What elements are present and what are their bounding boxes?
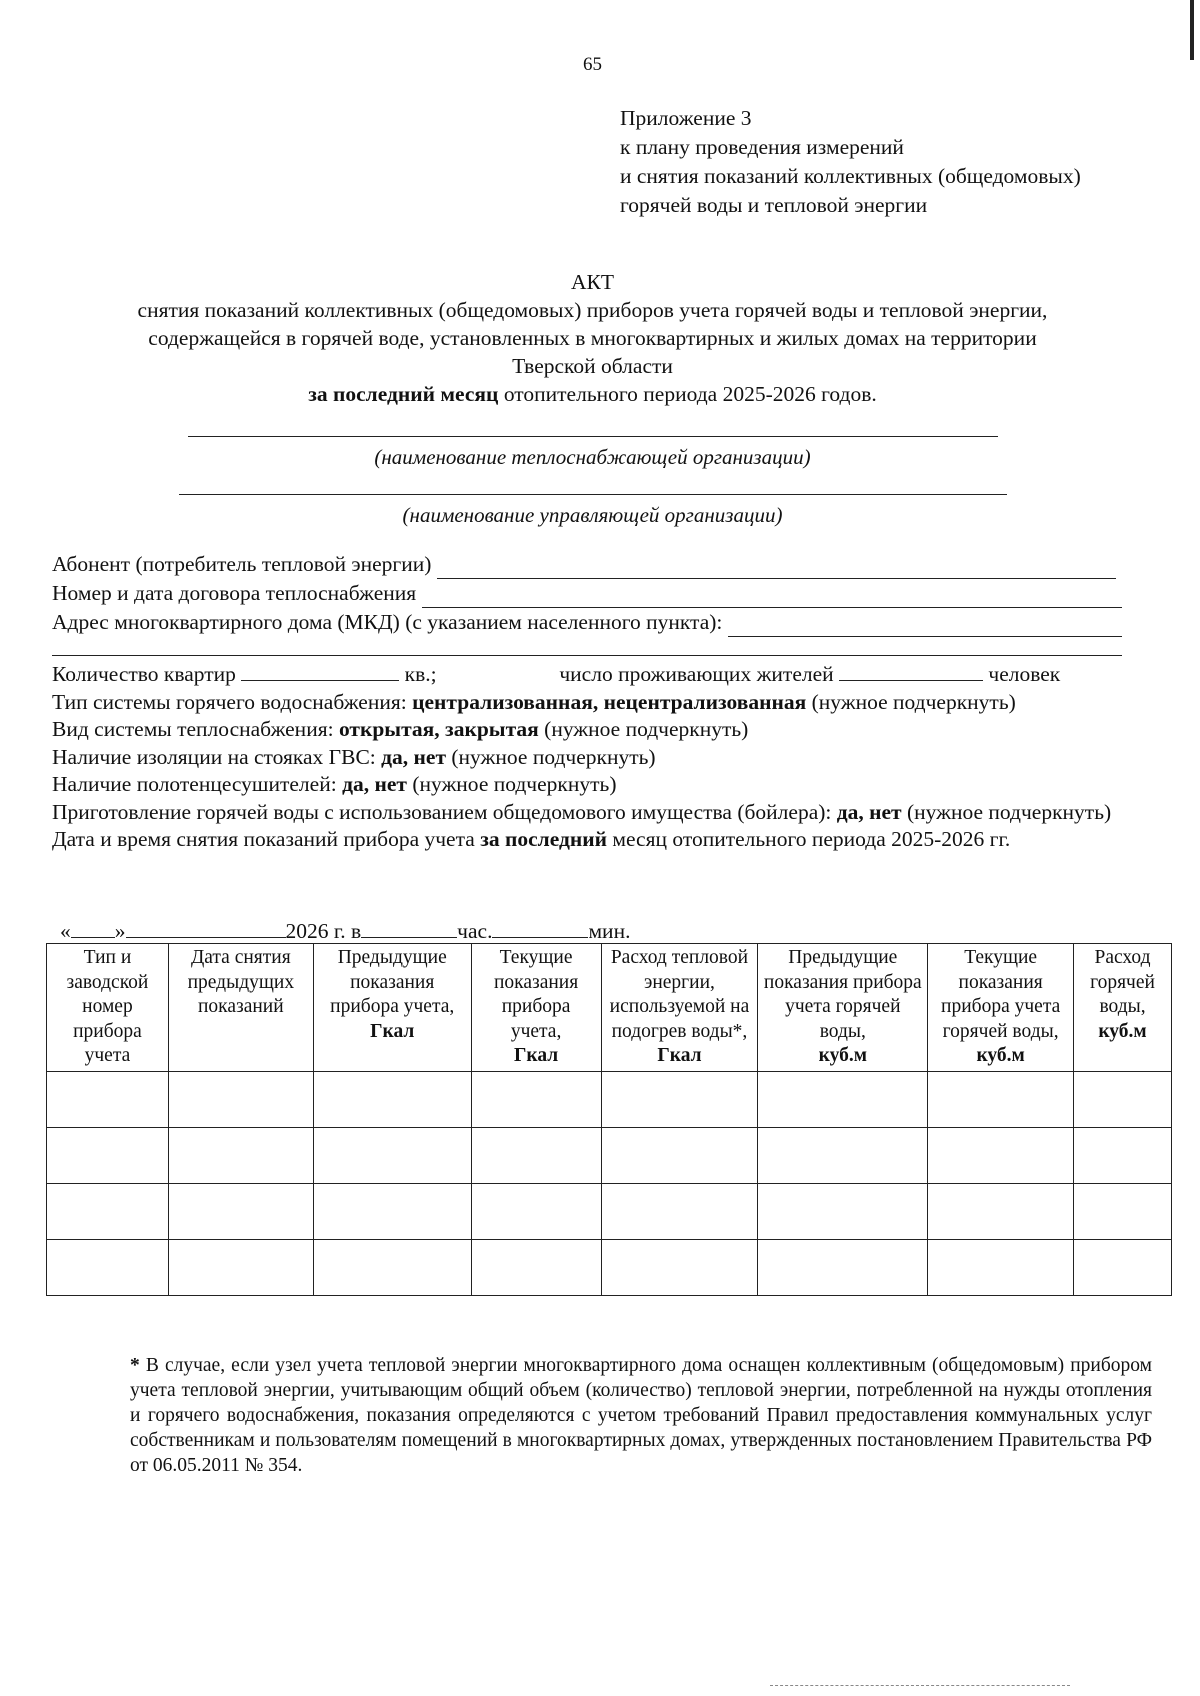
address-label: Адрес многоквартирного дома (МКД) (с указанием населенного пункта): bbox=[52, 610, 723, 634]
management-org-field bbox=[0, 494, 1185, 528]
insulation-row bbox=[52, 744, 1132, 772]
table-cell[interactable] bbox=[928, 1239, 1074, 1295]
header-text: Предыдущие показания прибора учета горячей воды, bbox=[763, 947, 922, 1042]
reading-date-row bbox=[52, 826, 1132, 854]
subscriber-row bbox=[52, 550, 1116, 579]
table-cell[interactable] bbox=[928, 1127, 1074, 1183]
residents-unit: человек bbox=[988, 662, 1061, 686]
table-cell[interactable] bbox=[471, 1183, 601, 1239]
appendix-line: и снятия показаний коллективных (общедомовых) bbox=[620, 164, 1081, 188]
header-meter-type bbox=[47, 944, 169, 1072]
header-text: Тип и заводской номер прибора учета bbox=[66, 947, 149, 1066]
heat-system-note: (нужное подчеркнуть) bbox=[538, 717, 749, 741]
act-title: АКТ bbox=[571, 270, 614, 294]
page-number: 65 bbox=[583, 54, 602, 75]
contract-input-line[interactable] bbox=[422, 585, 1122, 608]
contract-label: Номер и дата договора теплоснабжения bbox=[52, 581, 417, 605]
appendix-line: Приложение 3 bbox=[620, 106, 752, 130]
act-period-bold: за последний месяц bbox=[308, 382, 499, 406]
contract-row bbox=[52, 579, 1122, 608]
header-unit: Гкал bbox=[657, 1045, 702, 1066]
boiler-note: (нужное подчеркнуть) bbox=[901, 799, 1112, 824]
header-water-consumption bbox=[1074, 944, 1172, 1072]
apartments-unit: кв.; bbox=[404, 662, 437, 686]
reading-date-label: Дата и время снятия показаний прибора учета bbox=[52, 827, 481, 851]
table-cell[interactable] bbox=[1074, 1127, 1172, 1183]
hw-system-label: Тип системы горячего водоснабжения: bbox=[52, 689, 413, 714]
table-cell[interactable] bbox=[471, 1071, 601, 1127]
table-cell[interactable] bbox=[47, 1071, 169, 1127]
building-info bbox=[52, 660, 1132, 854]
table-cell[interactable] bbox=[313, 1239, 471, 1295]
header-unit: куб.м bbox=[818, 1045, 867, 1066]
reading-date-bold: за последний bbox=[480, 827, 607, 851]
minute-input-line[interactable] bbox=[492, 917, 588, 938]
table-cell[interactable] bbox=[1074, 1071, 1172, 1127]
header-previous-heat bbox=[313, 944, 471, 1072]
table-cell[interactable] bbox=[313, 1127, 471, 1183]
header-unit: Гкал bbox=[370, 1020, 415, 1042]
header-heat-consumption bbox=[601, 944, 758, 1072]
towel-dryer-row bbox=[52, 771, 1132, 799]
header-current-water bbox=[928, 944, 1074, 1072]
boiler-options[interactable]: да, нет bbox=[836, 799, 902, 824]
heat-supplier-line[interactable] bbox=[188, 436, 998, 437]
header-unit: Гкал bbox=[513, 1045, 559, 1066]
header-previous-date bbox=[168, 944, 313, 1072]
table-cell[interactable] bbox=[928, 1183, 1074, 1239]
towel-dryer-note: (нужное подчеркнуть) bbox=[406, 772, 617, 796]
table-cell[interactable] bbox=[1074, 1183, 1172, 1239]
table-cell[interactable] bbox=[168, 1127, 313, 1183]
header-unit: куб.м bbox=[1098, 1020, 1147, 1042]
towel-dryer-options[interactable]: да, нет bbox=[342, 772, 407, 796]
table-cell[interactable] bbox=[47, 1183, 169, 1239]
residents-input-line[interactable] bbox=[839, 660, 983, 681]
reading-datetime-line bbox=[60, 917, 630, 944]
hours-label: час. bbox=[457, 919, 493, 943]
table-body bbox=[47, 1071, 1172, 1295]
table-cell[interactable] bbox=[168, 1183, 313, 1239]
table-cell[interactable] bbox=[471, 1239, 601, 1295]
table-cell[interactable] bbox=[313, 1183, 471, 1239]
reading-date-rest: месяц отопительного периода 2025-2026 гг. bbox=[607, 827, 1011, 851]
table-cell[interactable] bbox=[47, 1127, 169, 1183]
insulation-note: (нужное подчеркнуть) bbox=[446, 744, 656, 769]
bottom-scan-artifact bbox=[770, 1685, 1070, 1686]
table-row bbox=[47, 1071, 1172, 1127]
act-subtitle-line: Тверской области bbox=[512, 354, 673, 378]
header-previous-water bbox=[758, 944, 928, 1072]
table-cell[interactable] bbox=[758, 1183, 928, 1239]
day-open-quote: « bbox=[60, 919, 71, 943]
month-input-line[interactable] bbox=[126, 917, 286, 938]
act-period bbox=[0, 380, 1185, 408]
hw-system-options[interactable]: централизованная, нецентрализованная bbox=[412, 689, 807, 714]
hw-system-row bbox=[52, 689, 1032, 717]
heat-system-row bbox=[52, 716, 1132, 744]
management-org-line[interactable] bbox=[179, 494, 1007, 495]
table-cell[interactable] bbox=[601, 1239, 758, 1295]
footnote-marker: * bbox=[130, 1355, 140, 1376]
insulation-options[interactable]: да, нет bbox=[381, 744, 447, 769]
subscriber-input-line[interactable] bbox=[437, 556, 1116, 579]
table-cell[interactable] bbox=[601, 1127, 758, 1183]
header-text: Предыдущие показания прибора учета, bbox=[330, 947, 455, 1017]
day-input-line[interactable] bbox=[71, 917, 115, 938]
address-input-line[interactable] bbox=[728, 614, 1122, 637]
header-current-heat bbox=[471, 944, 601, 1072]
apartments-input-line[interactable] bbox=[241, 660, 399, 681]
apartments-label: Количество квартир bbox=[52, 662, 236, 686]
act-subtitle-line: снятия показаний коллективных (общедомовых) приборов учета горячей воды и тепловой энергии, bbox=[137, 298, 1048, 322]
heat-supplier-caption: (наименование теплоснабжающей организации) bbox=[374, 445, 811, 469]
address-row bbox=[52, 608, 1122, 637]
footnote-text: В случае, если узел учета тепловой энергии многоквартирного дома оснащен коллективным (общедомовым) прибором учета тепловой энергии, учитывающим общий объем (количество) тепловой энергии, потребленной на нужды отопления и горячего водоснабжения, показания определяются с учетом требований Правил предоставления коммунальных услуг собственникам и пользователям помещений в многоквартирных домах, утвержденных постановлением Правительства РФ от 06.05.2011 № 354. bbox=[130, 1355, 1152, 1476]
header-text: Дата снятия предыдущих показаний bbox=[187, 947, 295, 1017]
table-cell[interactable] bbox=[1074, 1239, 1172, 1295]
year-label: 2026 г. в bbox=[285, 919, 362, 943]
minutes-label: мин. bbox=[588, 919, 631, 943]
heat-system-label: Вид системы теплоснабжения: bbox=[52, 717, 339, 741]
act-subtitle-line: содержащейся в горячей воде, установленных в многоквартирных и жилых домах на территории bbox=[148, 326, 1037, 350]
day-close-quote: » bbox=[114, 919, 126, 943]
header-text: Текущие показания прибора учета, bbox=[493, 947, 579, 1042]
table-header-row bbox=[47, 944, 1172, 1072]
table-cell[interactable] bbox=[168, 1239, 313, 1295]
table-cell[interactable] bbox=[758, 1127, 928, 1183]
towel-dryer-label: Наличие полотенцесушителей: bbox=[52, 772, 343, 796]
hw-system-note: (нужное подчеркнуть) bbox=[806, 689, 1016, 714]
appendix-line: горячей воды и тепловой энергии bbox=[620, 193, 928, 217]
table-cell[interactable] bbox=[758, 1239, 928, 1295]
table-cell[interactable] bbox=[47, 1239, 169, 1295]
table-cell[interactable] bbox=[471, 1127, 601, 1183]
table-row bbox=[47, 1127, 1172, 1183]
table-cell[interactable] bbox=[168, 1071, 313, 1127]
header-text: Текущие показания прибора учета горячей воды, bbox=[941, 947, 1061, 1042]
table-cell[interactable] bbox=[758, 1071, 928, 1127]
footnote bbox=[52, 1353, 1152, 1478]
subscriber-label: Абонент (потребитель тепловой энергии) bbox=[52, 552, 432, 576]
address-continuation-line[interactable] bbox=[52, 655, 1122, 656]
header-text: Расход горячей воды, bbox=[1090, 947, 1155, 1017]
table-cell[interactable] bbox=[601, 1071, 758, 1127]
heat-system-options[interactable]: открытая, закрытая bbox=[338, 717, 539, 741]
apartments-row bbox=[52, 660, 1132, 689]
header-unit: куб.м bbox=[976, 1045, 1025, 1066]
appendix-header bbox=[620, 104, 1081, 220]
table-cell[interactable] bbox=[928, 1071, 1074, 1127]
insulation-label: Наличие изоляции на стояках ГВС: bbox=[52, 744, 382, 769]
act-heading bbox=[0, 268, 1185, 408]
table-row bbox=[47, 1183, 1172, 1239]
meter-readings-table bbox=[46, 943, 1172, 1296]
page-edge-mark bbox=[1190, 0, 1194, 60]
header-text: Расход тепловой энергии, используемой на подогрев воды*, bbox=[609, 947, 750, 1042]
management-org-caption: (наименование управляющей организации) bbox=[402, 503, 783, 527]
boiler-row bbox=[52, 799, 1112, 827]
subscriber-fields bbox=[52, 550, 1122, 637]
boiler-label: Приготовление горячей воды с использованием общедомового имущества (бойлера): bbox=[52, 799, 837, 824]
heat-supplier-field bbox=[0, 436, 1185, 470]
residents-label: число проживающих жителей bbox=[559, 662, 834, 686]
table-cell[interactable] bbox=[313, 1071, 471, 1127]
appendix-line: к плану проведения измерений bbox=[620, 135, 904, 159]
table-row bbox=[47, 1239, 1172, 1295]
hour-input-line[interactable] bbox=[361, 917, 457, 938]
table-cell[interactable] bbox=[601, 1183, 758, 1239]
act-period-rest: отопительного периода 2025-2026 годов. bbox=[498, 382, 877, 406]
